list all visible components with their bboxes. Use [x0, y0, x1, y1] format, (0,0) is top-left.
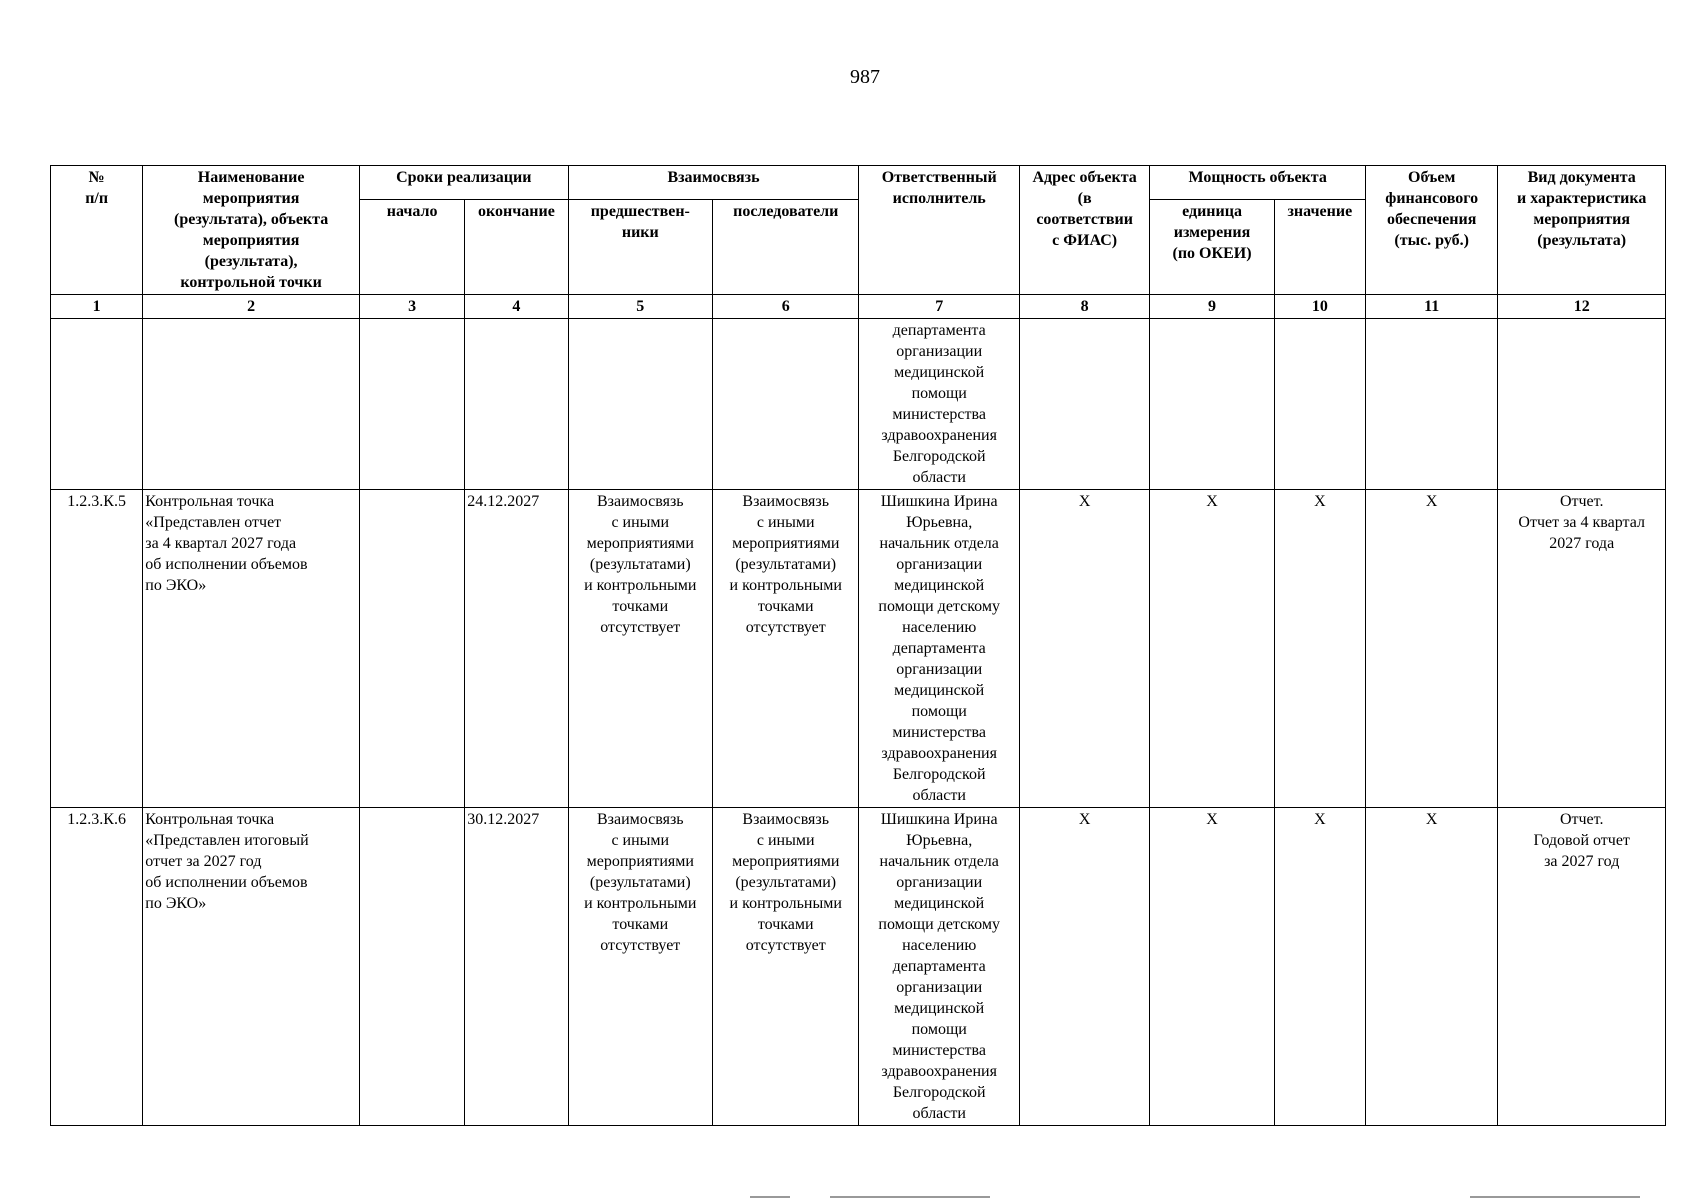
header-start: начало: [359, 200, 464, 295]
col-number: 10: [1274, 295, 1365, 319]
header-terms: Сроки реализации: [359, 166, 568, 200]
table-row: [51, 490, 1666, 808]
header-end: окончание: [465, 200, 568, 295]
cell-name: [143, 319, 360, 490]
cell-value: X: [1274, 808, 1365, 1126]
cell-address: [1019, 319, 1149, 490]
header-unit: единица измерения (по ОКЕИ): [1150, 200, 1274, 295]
cell-document: Отчет. Годовой отчет за 2027 год: [1498, 808, 1666, 1126]
cell-address: X: [1019, 808, 1149, 1126]
cell-finance: X: [1365, 490, 1497, 808]
header-num: № п/п: [51, 166, 143, 295]
table-row: [51, 808, 1666, 1126]
cell-start: [359, 319, 464, 490]
cell-value: [1274, 319, 1365, 490]
cell-document: [1498, 319, 1666, 490]
header-successors: последователи: [713, 200, 859, 295]
col-number: 8: [1019, 295, 1149, 319]
col-number: 2: [143, 295, 360, 319]
col-number: 7: [859, 295, 1019, 319]
header-name: Наименование мероприятия (результата), объекта мероприятия (результата), контрольной точки: [143, 166, 360, 295]
col-number: 1: [51, 295, 143, 319]
cell-start: [359, 490, 464, 808]
scan-artifact-line: [830, 1196, 990, 1198]
col-number: 3: [359, 295, 464, 319]
col-number: 5: [568, 295, 712, 319]
col-number: 9: [1150, 295, 1274, 319]
cell-responsible: Шишкина Ирина Юрьевна, начальник отдела организации медицинской помощи детскому населению департамента организации медицинской помощи министерства здравоохранения Белгородской области: [859, 490, 1019, 808]
cell-finance: X: [1365, 808, 1497, 1126]
cell-unit: [1150, 319, 1274, 490]
header-predecessors: предшествен- ники: [568, 200, 712, 295]
cell-value: X: [1274, 490, 1365, 808]
col-number: 11: [1365, 295, 1497, 319]
cell-start: [359, 808, 464, 1126]
scan-artifact-line: [750, 1196, 790, 1198]
header-capacity: Мощность объекта: [1150, 166, 1366, 200]
cell-name: Контрольная точка «Представлен итоговый отчет за 2027 год об исполнении объемов по ЭКО»: [143, 808, 360, 1126]
col-number: 4: [465, 295, 568, 319]
header-responsible: Ответственный исполнитель: [859, 166, 1019, 295]
cell-end: 24.12.2027: [465, 490, 568, 808]
cell-end: 30.12.2027: [465, 808, 568, 1126]
col-number: 12: [1498, 295, 1666, 319]
cell-address: X: [1019, 490, 1149, 808]
scan-artifact-line: [1470, 1196, 1640, 1198]
page-number: 987: [850, 66, 880, 88]
col-number: 6: [713, 295, 859, 319]
header-finance: Объем финансового обеспечения (тыс. руб.): [1365, 166, 1497, 295]
cell-responsible: Шишкина Ирина Юрьевна, начальник отдела организации медицинской помощи детскому населению департамента организации медицинской помощи министерства здравоохранения Белгородской области: [859, 808, 1019, 1126]
cell-unit: X: [1150, 490, 1274, 808]
plan-table: [50, 165, 1666, 1126]
cell-successors: Взаимосвязь с иными мероприятиями (результатами) и контрольными точками отсутствует: [713, 808, 859, 1126]
cell-num: 1.2.3.К.5: [51, 490, 143, 808]
table-row: [51, 319, 1666, 490]
header-link: Взаимосвязь: [568, 166, 859, 200]
cell-num: [51, 319, 143, 490]
cell-name: Контрольная точка «Представлен отчет за 4 квартал 2027 года об исполнении объемов по ЭКО»: [143, 490, 360, 808]
cell-responsible: департамента организации медицинской помощи министерства здравоохранения Белгородской области: [859, 319, 1019, 490]
cell-finance: [1365, 319, 1497, 490]
cell-successors: Взаимосвязь с иными мероприятиями (результатами) и контрольными точками отсутствует: [713, 490, 859, 808]
header-address: Адрес объекта (в соответствии с ФИАС): [1019, 166, 1149, 295]
cell-end: [465, 319, 568, 490]
header-document: Вид документа и характеристика мероприятия (результата): [1498, 166, 1666, 295]
cell-successors: [713, 319, 859, 490]
cell-document: Отчет. Отчет за 4 квартал 2027 года: [1498, 490, 1666, 808]
cell-num: 1.2.3.К.6: [51, 808, 143, 1126]
cell-predecessors: [568, 319, 712, 490]
cell-unit: X: [1150, 808, 1274, 1126]
header-value: значение: [1274, 200, 1365, 295]
cell-predecessors: Взаимосвязь с иными мероприятиями (результатами) и контрольными точками отсутствует: [568, 490, 712, 808]
column-numbers-row: [51, 295, 1666, 319]
cell-predecessors: Взаимосвязь с иными мероприятиями (результатами) и контрольными точками отсутствует: [568, 808, 712, 1126]
header-row-1: [51, 166, 1666, 200]
